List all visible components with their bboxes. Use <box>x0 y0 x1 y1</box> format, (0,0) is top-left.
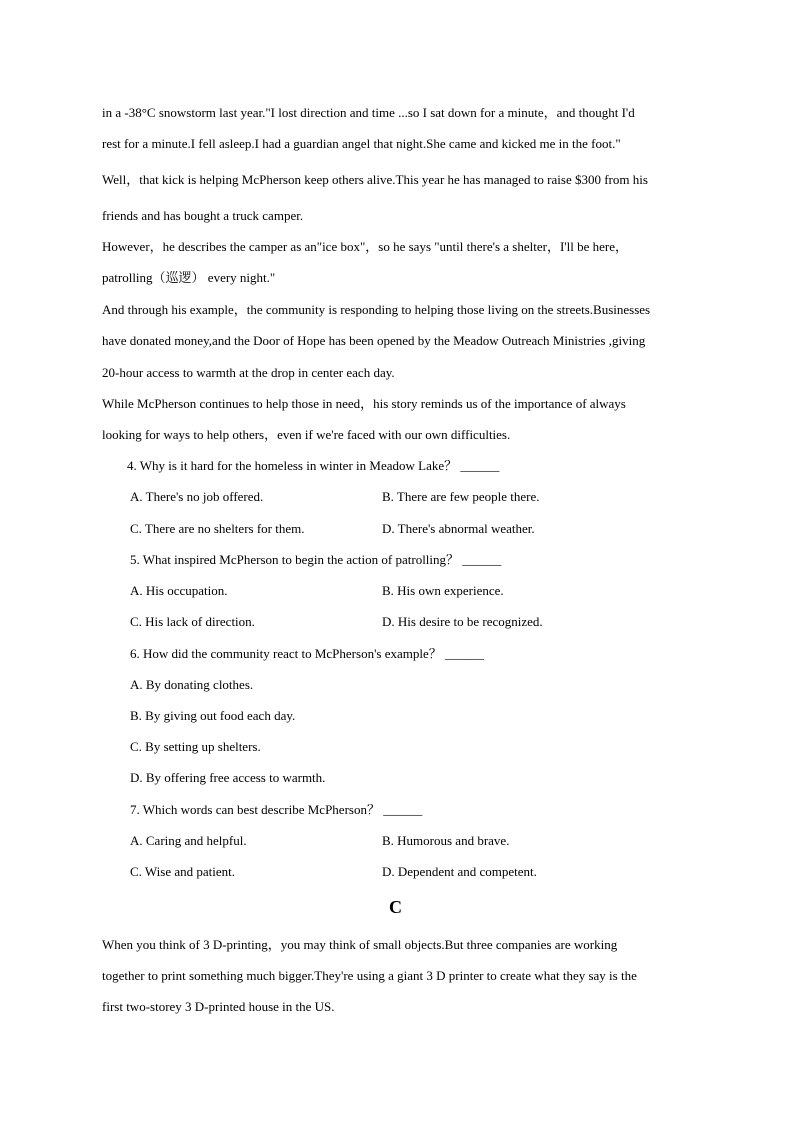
option-d: D. There's abnormal weather. <box>382 521 535 536</box>
option-d: D. His desire to be recognized. <box>382 614 543 629</box>
passage-line: have donated money,and the Door of Hope has been opened by the Meadow Outreach Ministries ,giving <box>102 333 646 348</box>
passage-line: However，he describes the camper as an"ice box"，so he says "until there's a shelter，I'll be here， <box>102 239 628 254</box>
question-stem: 6. How did the community react to McPherson's example？ ______ <box>130 646 485 661</box>
passage-line: first two-storey 3 D-printed house in the US. <box>102 999 335 1014</box>
question-stem: 7. Which words can best describe McPherson？ ______ <box>130 802 423 817</box>
passage-line: And through his example，the community is responding to helping those living on the streets.Businesses <box>102 302 651 317</box>
section-heading: C <box>389 897 402 917</box>
passage-line: in a -38°C snowstorm last year."I lost direction and time ...so I sat down for a minute，and thought I'd <box>102 105 635 120</box>
passage-line: together to print something much bigger.They're using a giant 3 D printer to create what they say is the <box>102 968 637 983</box>
passage-line: friends and has bought a truck camper. <box>102 208 304 223</box>
passage-line: While McPherson continues to help those in need，his story reminds us of the importance of always <box>102 396 626 411</box>
option-c: C. His lack of direction. <box>130 614 255 629</box>
passage-line: Well，that kick is helping McPherson keep others alive.This year he has managed to raise $300 from his <box>102 172 648 187</box>
question-stem: 4. Why is it hard for the homeless in winter in Meadow Lake？ ______ <box>127 458 500 473</box>
passage-line: patrolling（巡逻） every night." <box>102 270 276 285</box>
passage-line: 20-hour access to warmth at the drop in center each day. <box>102 365 395 380</box>
option-c: C. By setting up shelters. <box>130 739 261 754</box>
option-b: B. Humorous and brave. <box>382 833 510 848</box>
passage-line: rest for a minute.I fell asleep.I had a guardian angel that night.She came and kicked me in the foot." <box>102 136 621 151</box>
option-c: C. Wise and patient. <box>130 864 236 879</box>
option-c: C. There are no shelters for them. <box>130 521 305 536</box>
option-b: B. His own experience. <box>382 583 504 598</box>
option-a: A. There's no job offered. <box>130 489 264 504</box>
option-d: D. By offering free access to warmth. <box>130 770 326 785</box>
option-a: A. His occupation. <box>130 583 228 598</box>
option-b: B. By giving out food each day. <box>130 708 296 723</box>
option-a: A. Caring and helpful. <box>130 833 247 848</box>
question-stem: 5. What inspired McPherson to begin the action of patrolling？ ______ <box>130 552 502 567</box>
passage-line: looking for ways to help others，even if we're faced with our own difficulties. <box>102 427 511 442</box>
passage-line: When you think of 3 D-printing，you may think of small objects.But three companies are working <box>102 937 618 952</box>
option-d: D. Dependent and competent. <box>382 864 537 879</box>
option-b: B. There are few people there. <box>382 489 540 504</box>
option-a: A. By donating clothes. <box>130 677 254 692</box>
